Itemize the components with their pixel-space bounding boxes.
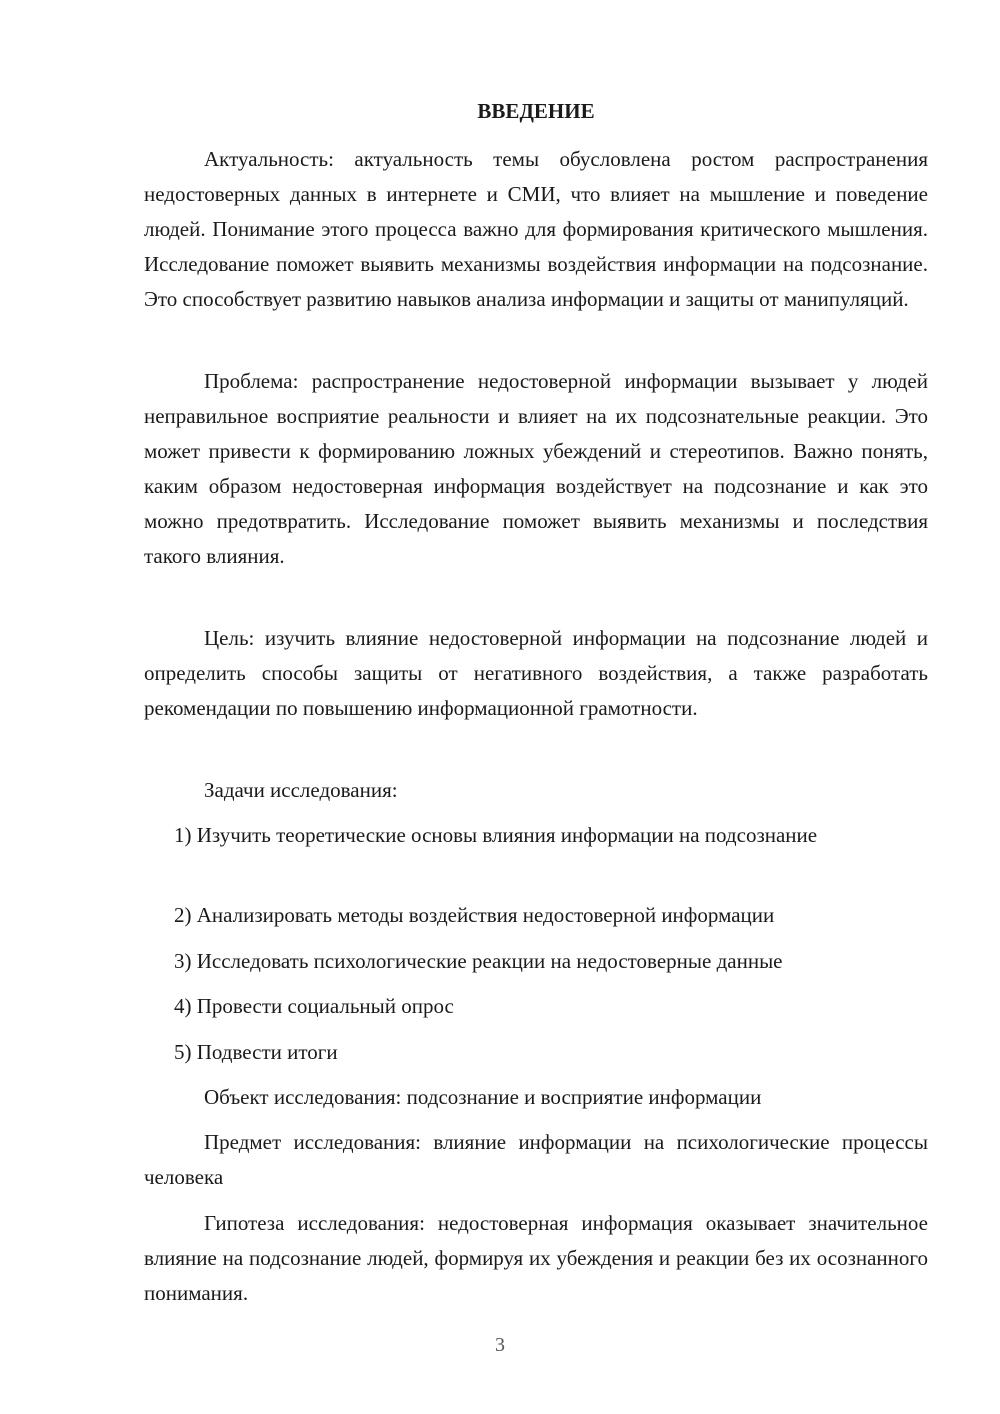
tasks-heading: Задачи исследования: [204,778,398,802]
page-title: ВВЕДЕНИЕ [477,99,595,123]
relevance-paragraph: Актуальность: актуальность темы обусловлена ростом распространения недостоверных данных в интернете и СМИ, что влияет на мышление и поведение людей. Понимание этого процесса важно для формирования критического мышления. Исследование поможет выявить механизмы воздействия информации на подсознание. Это способствует развитию навыков анализа информации и защиты от манипуляций. [144,147,928,311]
page-number: 3 [495,1334,505,1356]
object-paragraph: Объект исследования: подсознание и восприятие информации [204,1085,762,1109]
subject-paragraph: Предмет исследования: влияние информации на психологические процессы человека [144,1130,928,1189]
task-item-5: 5) Подвести итоги [174,1040,338,1064]
problem-paragraph: Проблема: распространение недостоверной информации вызывает у людей неправильное восприятие реальности и влияет на их подсознательные реакции. Это может привести к формированию ложных убеждений и стереотипов. Важно понять, каким образом недостоверная информация воздействует на подсознание и как это можно предотвратить. Исследование поможет выявить механизмы и последствия такого влияния. [144,369,928,568]
hypothesis-paragraph: Гипотеза исследования: недостоверная информация оказывает значительное влияние на подсознание людей, формируя их убеждения и реакции без их осознанного понимания. [144,1211,928,1305]
task-item-1: 1) Изучить теоретические основы влияния информации на подсознание [174,823,818,847]
task-item-2: 2) Анализировать методы воздействия недостоверной информации [174,903,775,927]
goal-paragraph: Цель: изучить влияние недостоверной информации на подсознание людей и определить способы защиты от негативного воздействия, а также разработать рекомендации по повышению информационной грамотности. [144,626,928,720]
task-item-3: 3) Исследовать психологические реакции на недостоверные данные [174,949,783,973]
task-item-4: 4) Провести социальный опрос [174,994,454,1018]
